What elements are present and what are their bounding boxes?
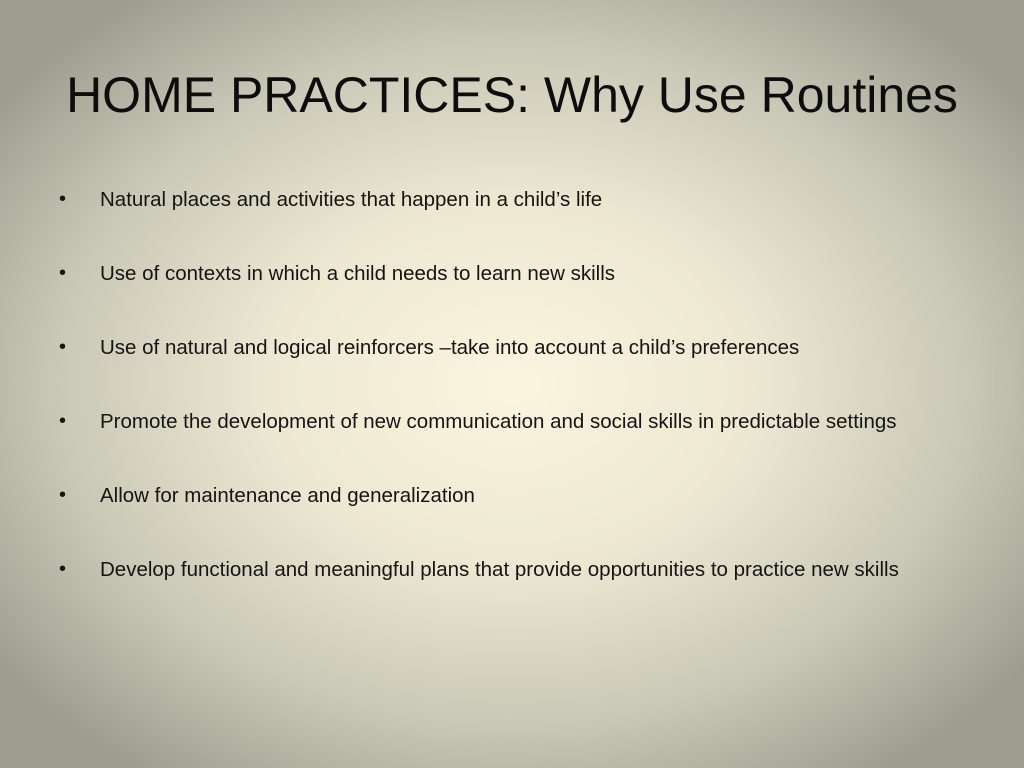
bullet-dot-icon: • [59,558,67,580]
bullet-item [56,554,956,585]
bullet-text: Promote the development of new communication and social skills in predictable settings [100,410,897,433]
bullet-text: Develop functional and meaningful plans that provide opportunities to practice new skills [100,558,899,581]
bullet-dot-icon: • [59,188,67,210]
bullet-dot-icon: • [59,484,67,506]
slide-title: HOME PRACTICES: Why Use Routines [66,67,958,123]
bullet-item [56,258,956,289]
bullet-item [56,480,956,511]
bullet-text: Allow for maintenance and generalization [100,484,475,507]
bullet-item [56,406,956,437]
bullet-list [56,184,956,628]
bullet-text: Use of contexts in which a child needs to learn new skills [100,262,616,285]
bullet-dot-icon: • [59,410,67,432]
bullet-item [56,332,956,363]
bullet-item [56,184,956,215]
bullet-dot-icon: • [59,336,67,358]
bullet-dot-icon: • [59,262,67,284]
bullet-text: Natural places and activities that happen in a child’s life [100,188,603,211]
bullet-text: Use of natural and logical reinforcers –take into account a child’s preferences [100,336,800,359]
